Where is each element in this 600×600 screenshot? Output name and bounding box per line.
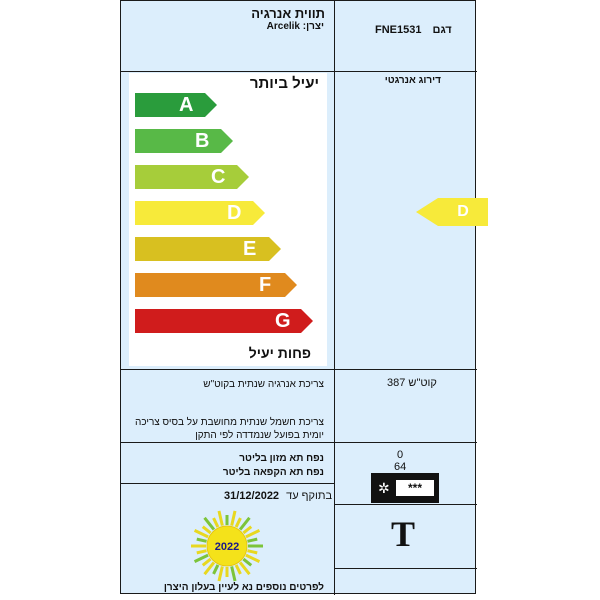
bar-letter: B [195,130,210,152]
divider [121,71,477,72]
label-title: תווית אנרגיה [251,6,325,21]
consumption-unit: קוט"ש [408,377,437,389]
energy-rating-value: D [457,203,469,220]
freezer-stars: *** [396,480,434,496]
sun-ray [195,555,209,562]
sun-ray [197,551,207,553]
freezer-star-icon [371,473,439,503]
consumption-value: 387 [387,377,406,389]
bar-letter: F [259,274,272,296]
fresh-volume-value: 0 [397,449,404,461]
fresh-volume-label: נפח תא מזון בליטר [239,453,324,464]
bar-letter: E [243,238,257,260]
footer-note: לפרטים נוספים נא לעיין בעלון היצרן [163,582,324,593]
validity-label: בתוקף עד [286,490,333,502]
efficiency-scale [129,73,327,366]
sun-ray [197,539,207,541]
bar-letter: G [275,310,291,332]
divider [121,483,334,484]
energy-label [120,0,476,594]
bar-arrow-tip [237,165,249,189]
validity-date: 31/12/2022 [224,490,280,502]
model-row [375,24,452,36]
sun-ray [232,566,235,581]
consumption-value-row [381,377,437,389]
sun-ray [214,565,218,574]
rating-arrow-tip [416,198,438,226]
bar-arrow-tip [253,201,265,225]
bar-letter: C [211,166,226,188]
consumption-label: צריכת אנרגיה שנתית בקוט"ש [203,379,324,390]
divider [334,504,477,505]
bar-arrow-tip [205,93,217,117]
bar-arrow-tip [221,129,233,153]
bar-letter: D [227,202,242,224]
bar-arrow-tip [285,273,297,297]
sun-ray [247,551,257,553]
divider [121,369,477,370]
manufacturer-row [267,21,324,32]
consumption-note-1: צריכת חשמל שנתית מחושבת על בסיס צריכה [134,417,324,428]
year-badge: 2022 [214,541,240,553]
sun-ray [203,527,211,533]
snowflake-icon: ✲ [378,480,390,496]
sun-ray [219,511,222,526]
sun-ray [246,555,260,562]
sun-ray [203,559,211,565]
model-label: דגם [432,24,452,36]
consumption-note-2: יומית בפועל שנמדדה לפי התקן [195,430,324,441]
sun-ray [236,565,240,574]
column-divider [334,1,335,595]
bar-arrow-tip [269,237,281,261]
validity-row [224,490,332,502]
model-number: FNE1531 [375,24,422,36]
bar-fill [135,93,205,117]
freezer-volume-value: 64 [394,461,407,473]
bar-arrow-tip [301,309,313,333]
sun-ray [214,518,218,527]
energy-rating-label: דירוג אנרגטי [384,75,441,86]
manufacturer-name: Arcelik [266,21,300,32]
sun-ray [243,559,251,565]
sun-ray [236,518,240,527]
sun-ray [243,527,251,533]
sun-badge-icon [189,508,265,584]
sun-ray [246,530,260,537]
divider [334,568,477,569]
manufacturer-label: יצרן: [302,21,324,32]
sun-ray [247,539,257,541]
sun-ray [195,530,209,537]
sun-ray [232,511,235,526]
climate-class: T [391,514,416,554]
most-efficient-label: יעיל ביותר [249,75,319,92]
sun-ray [219,566,222,581]
divider [121,442,477,443]
bar-letter: A [179,94,194,116]
least-efficient-label: פחות יעיל [248,345,311,361]
freezer-volume-label: נפח תא הקפאה בליטר [222,467,324,478]
